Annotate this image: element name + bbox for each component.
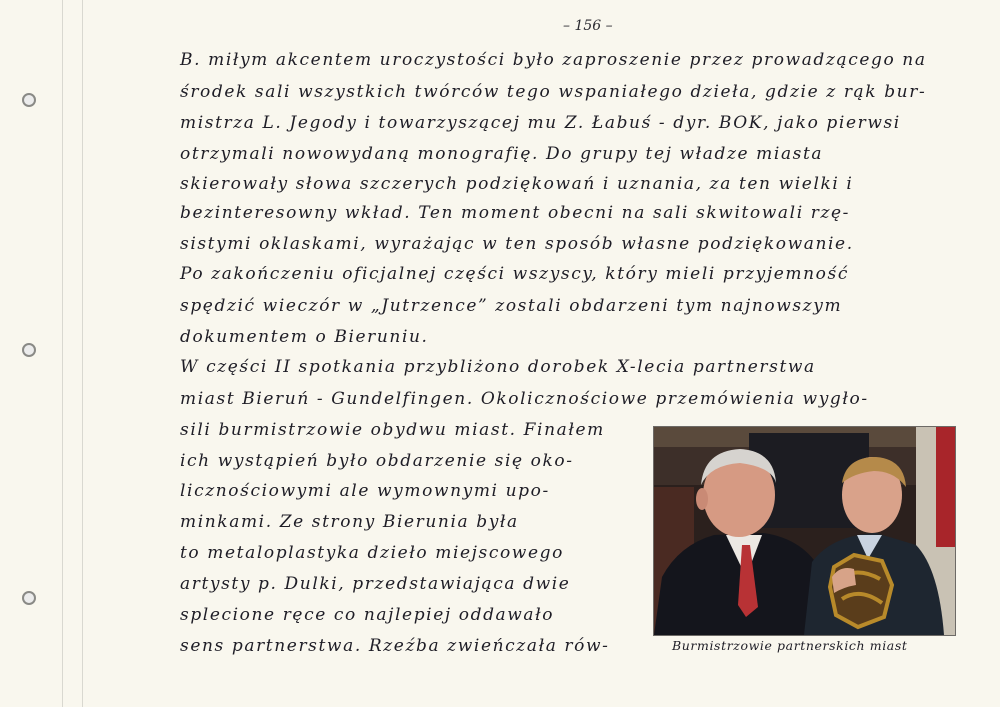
text-line: splecione ręce co najlepiej oddawało <box>180 605 555 625</box>
binder-hole-middle <box>22 343 36 357</box>
text-line: sili burmistrzowie obydwu miast. Finałem <box>180 420 605 440</box>
binder-hole-top <box>22 93 36 107</box>
text-line: to metaloplastyka dzieło miejscowego <box>180 543 564 563</box>
text-line: W części II spotkania przybliżono dorobek X-lecia partnerstwa <box>180 357 816 377</box>
text-line: minkami. Ze strony Bierunia była <box>180 512 519 532</box>
text-line: ich wystąpień było obdarzenie się oko- <box>180 451 574 471</box>
margin-rule-left <box>62 0 63 707</box>
text-line: sistymi oklaskami, wyrażając w ten sposób własne podziękowanie. <box>180 234 854 254</box>
text-line: skierowały słowa szczerych podziękowań i uznania, za ten wielki i <box>180 174 854 194</box>
text-line: środek sali wszystkich twórców tego wspaniałego dzieła, gdzie z rąk bur- <box>180 82 927 102</box>
text-line: otrzymali nowowydaną monografię. Do grupy tej władze miasta <box>180 144 824 164</box>
text-line: artysty p. Dulki, przedstawiająca dwie <box>180 574 571 594</box>
text-line: bezinteresowny wkład. Ten moment obecni na sali skwitowali rzę- <box>180 203 851 223</box>
text-line: sens partnerstwa. Rzeźba zwieńczała rów- <box>180 636 610 656</box>
text-line: dokumentem o Bieruniu. <box>180 327 429 347</box>
text-line: spędzić wieczór w „Jutrzence” zostali obdarzeni tym najnowszym <box>180 296 843 316</box>
text-line: Po zakończeniu oficjalnej części wszyscy, który mieli przyjemność <box>180 264 849 284</box>
margin-rule-right <box>82 0 83 707</box>
text-line: licznościowymi ale wymownymi upo- <box>180 481 550 501</box>
text-line: mistrza L. Jegody i towarzyszącej mu Z. Łabuś - dyr. BOK, jako pierwsi <box>180 113 901 133</box>
photo-caption: Burmistrzowie partnerskich miast <box>672 638 908 653</box>
page-number: – 156 – <box>563 18 613 34</box>
text-line: B. miłym akcentem uroczystości było zaproszenie przez prowadzącego na <box>180 50 927 70</box>
binder-hole-bottom <box>22 591 36 605</box>
photo-mayors <box>653 426 956 636</box>
text-line: miast Bieruń - Gundelfingen. Okolicznościowe przemówienia wygło- <box>180 389 869 409</box>
